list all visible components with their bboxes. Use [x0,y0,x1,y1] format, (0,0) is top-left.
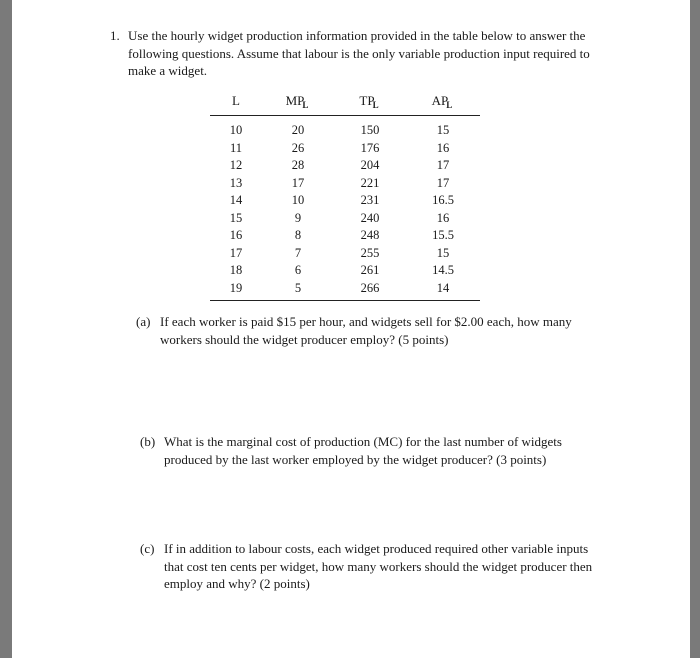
cell-marginal-product: 10 [291,193,305,208]
cell-total-product: 221 [360,175,380,190]
cell-average-product: 16.5 [432,193,454,208]
part-c-line: that cost ten cents per widget, how many workers should the widget producer then [164,558,593,574]
cell-average-product: 14 [436,280,450,295]
table-row [210,122,480,140]
production-table [210,90,480,301]
cell-total-product: 261 [360,263,380,278]
cell-marginal-product: 26 [291,140,305,155]
cell-total-product: 204 [360,158,380,173]
header-labour: L [232,93,240,108]
part-b-line: produced by the last worker employed by the widget producer? (3 points) [164,451,547,467]
cell-total-product: 240 [360,210,380,225]
cell-marginal-product: 5 [294,280,302,295]
table-row [210,175,480,193]
cell-total-product: 231 [360,193,380,208]
cell-labour: 15 [229,210,243,225]
part-c-label: (c) [140,541,155,556]
cell-average-product: 15 [436,245,450,260]
cell-labour: 19 [229,280,243,295]
cell-labour: 13 [229,175,243,190]
cell-labour: 18 [229,263,243,278]
table-row [210,157,480,175]
cell-marginal-product: 28 [291,158,305,173]
part-a-text [160,313,572,348]
cell-average-product: 16 [436,140,450,155]
header-total-product: $TP_L$ [359,93,379,110]
table-row [210,140,480,158]
table-row [210,245,480,263]
document-page [12,0,690,658]
question-prompt [128,27,608,80]
cell-marginal-product: 8 [294,228,302,243]
cell-marginal-product: 6 [294,263,302,278]
part-b-text [164,433,562,468]
cell-total-product: 266 [360,280,380,295]
cell-total-product: 176 [360,140,380,155]
cell-labour: 17 [229,245,243,260]
table-body [210,122,480,297]
table-row [210,210,480,228]
cell-total-product: 255 [360,245,380,260]
cell-total-product: 248 [360,228,380,243]
cell-average-product: 17 [436,158,450,173]
table-top-rule [210,115,480,116]
cell-average-product: 17 [436,175,450,190]
part-c-text [164,540,592,593]
header-marginal-product: $MP_L$ [285,93,309,110]
table-row [210,280,480,298]
cell-labour: 10 [229,123,243,138]
question-line: following questions. Assume that labour is the only variable production input required to [128,45,590,61]
cell-average-product: 16 [436,210,450,225]
cell-average-product: 15.5 [432,228,454,243]
cell-marginal-product: 7 [294,245,302,260]
cell-labour: 12 [229,158,243,173]
cell-marginal-product: 9 [294,210,302,225]
cell-marginal-product: 20 [291,123,305,138]
table-header-row [210,90,480,112]
cell-average-product: 15 [436,123,450,138]
table-bottom-rule [210,300,480,301]
cell-average-product: 14.5 [432,263,454,278]
cell-labour: 14 [229,193,243,208]
question-line: make a widget. [128,63,208,78]
cell-labour: 16 [229,228,243,243]
table-row [210,192,480,210]
table-row [210,262,480,280]
part-c-line: employ and why? (2 points) [164,576,310,591]
part-a-line: If each worker is paid $15 per hour, and widgets sell for $2.00 each, how many [160,314,572,329]
part-b-label: (b) [140,434,156,449]
cell-marginal-product: 17 [291,175,305,190]
part-c-line: If in addition to labour costs, each widget produced required other variable inputs [164,541,589,556]
part-b-line: What is the marginal cost of production (MC) for the last number of widgets [164,434,562,449]
part-a-line: workers should the widget producer employ? (5 points) [160,331,449,347]
table-row [210,227,480,245]
question-number: 1. [110,28,120,43]
part-a-label: (a) [136,314,151,329]
question-line: Use the hourly widget production information provided in the table below to answer the [128,28,586,43]
header-average-product: $AP_L$ [431,93,453,110]
cell-labour: 11 [229,140,243,155]
cell-total-product: 150 [360,123,380,138]
